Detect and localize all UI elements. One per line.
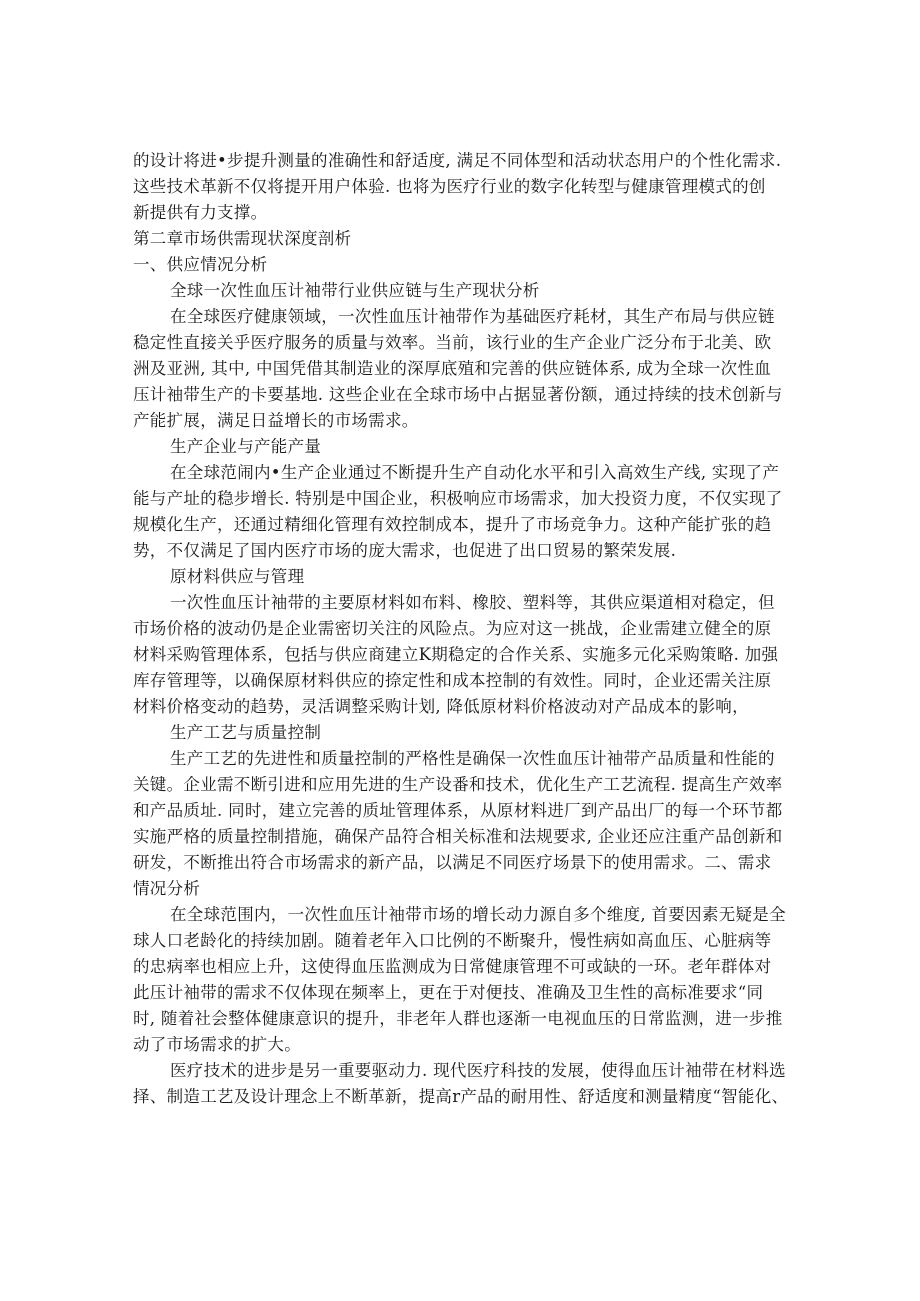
text-line: 医疗技术的进步是另一重要驱动力. 现代医疗科技的发展，使得血压计袖带在材料选	[170, 1061, 786, 1080]
text-line: 规模化生产，还通过精细化管理有效控制成本，提升了市场竞争力。这种产能扩张的趋	[133, 515, 772, 534]
text-line: 新提供有力支撑。	[133, 203, 268, 222]
text-line: 动了市场需求的扩大。	[133, 1035, 301, 1054]
text-line: 在全球范围内，一次性血压计袖带市场的增长动力源自多个维度, 首要因素无疑是全	[170, 905, 786, 924]
text-line: 实施严格的质量控制措施，确保产品符合相关标准和法规要求, 企业还应注重产品创新和	[133, 827, 783, 846]
text-line: 时, 随着社会整体健康意识的提升，非老年人群也逐渐一电视血压的日常监测，进一步推	[133, 1009, 783, 1028]
text-line: 择、制造工艺及设计理念上不断革新，提高r产品的耐用性、舒适度和测量精度“智能化、	[133, 1087, 789, 1106]
text-line: 压计袖带生产的卡要基地. 这些企业在全球市场中占据显著份额，通过持续的技术创新与	[133, 385, 783, 404]
text-line: 研发，不断推出符合市场需求的新产品，以满足不同医疗场景下的使用需求。二、需求	[133, 853, 772, 872]
text-line: 一、供应情况分析	[133, 255, 268, 274]
text-line: 生产工艺与质量控制	[170, 723, 322, 742]
text-line: 情况分析	[133, 879, 201, 898]
text-line: 库存管理等，以确保原材料供应的捺定性和成本控制的有效性。同时，企业还需关注原	[133, 671, 772, 690]
text-line: 和产品质址. 同时，建立完善的质址管理体系，从原材料进厂到产品出厂的每一个环节都	[133, 801, 783, 820]
text-line: 产能扩展，满足日益增长的市场需求。	[133, 411, 419, 430]
text-line: 材料采购管理体系，包括与供应商建立K期稳定的合作关系、实施多元化采购策略. 加强	[133, 645, 779, 664]
text-line: 市场价格的波动仍是企业需密切关注的风险点。为应对这一挑战，企业需建立健全的原	[133, 619, 772, 638]
text-line: 材料价格变动的趋势，灵活调整采购计划, 降低原材料价格波动对产品成本的影响，	[133, 697, 749, 716]
text-line: 的忠病率也相应上升，这使得血压监测成为日常健康管理不可或缺的一环。老年群体对	[133, 957, 772, 976]
text-line: 这些技术革新不仅将提开用户体验. 也将为医疗行业的数字化转型与健康管理模式的创	[133, 177, 766, 196]
text-line: 原材料供应与管理	[170, 567, 305, 586]
text-line: 在全球范闹内•生产企业通过不断提升生产自动化水平和引入高效生产线, 实现了产	[170, 463, 780, 482]
text-line: 的设计将进•步提升测量的准确性和舒适度, 满足不同体型和活动状态用户的个性化需求.	[133, 151, 782, 170]
text-line: 稳定性直接关乎医疗服务的质量与效率。当前，该行业的生产企业广泛分布于北美、欧	[133, 333, 772, 352]
text-line: 洲及亚洲, 其中, 中国凭借其制造业的深厚底殖和完善的供应链体系, 成为全球一次性血	[133, 359, 772, 378]
text-line: 关键。企业需不断引进和应用先进的生产设番和技术，优化生产工艺流程. 提高生产效率	[133, 775, 783, 794]
text-line: 第二章市场供需现状深度剖析	[133, 229, 352, 248]
text-line: 生产企业与产能产量	[170, 437, 322, 456]
text-line: 全球一次性血压计袖带行业供应链与生产现状分析	[170, 281, 540, 300]
text-line: 球人口老龄化的持续加剧。随着老年入口比例的不断聚升，慢性病如高血压、心脏病等	[133, 931, 772, 950]
text-line: 能与产址的稳步增长. 特别是中国企业，积极响应市场需求，加大投资力度，不仅实现了	[133, 489, 783, 508]
text-line: 此压计袖带的需求不仅体现在频率上，更在于对便技、准确及卫生性的高标准要求“同	[133, 983, 764, 1002]
text-line: 生产工艺的先进性和质量控制的严格性是确保一次性血压计袖带产品质量和性能的	[170, 749, 775, 768]
document-page	[133, 148, 793, 1110]
text-line: 在全球医疗健康领域，一次性血压计袖带作为基础医疗耗材，其生产布局与供应链	[170, 307, 775, 326]
text-line: 一次性血压计袖带的主要原材料如布料、橡胶、塑料等，其供应渠道相对稳定，但	[170, 593, 775, 612]
text-line: 势，不仅满足了国内医疗市场的庞大需求，也促进了出口贸易的繁荣发展.	[133, 541, 677, 560]
